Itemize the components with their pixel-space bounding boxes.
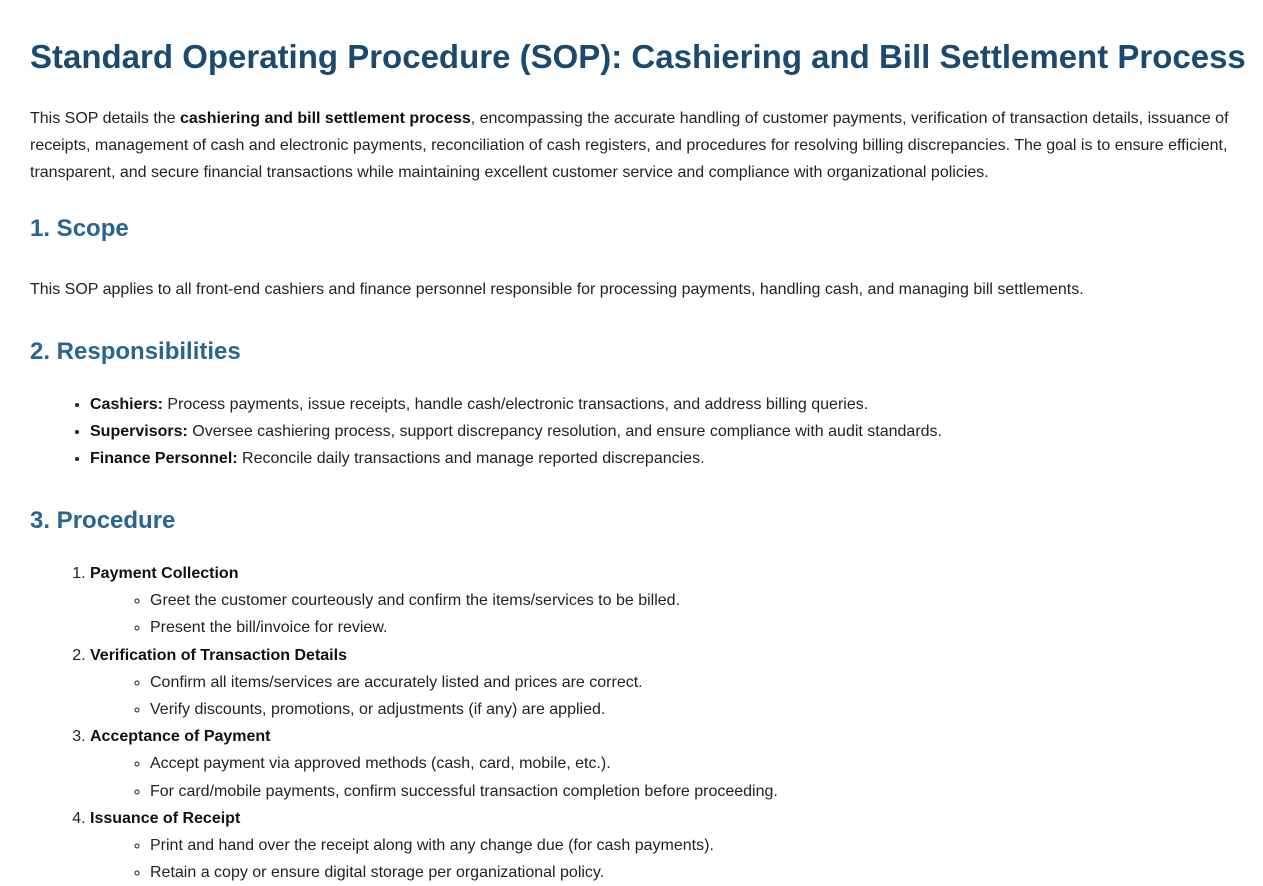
scope-heading: 1. Scope	[30, 215, 129, 242]
substep-item: ◦ Present the bill/invoice for review.	[150, 614, 1233, 641]
list-item	[90, 445, 1233, 472]
role-description: Oversee cashiering process, support discrepancy resolution, and ensure compliance with audit standards.	[187, 423, 942, 440]
substep-item: ◦ Greet the customer courteously and confirm the items/services to be billed.	[150, 587, 1233, 614]
step-title: Acceptance of Payment	[90, 728, 271, 746]
step-substeps	[90, 587, 1233, 641]
substep-item: ◦ For card/mobile payments, confirm successful transaction completion before proceeding.	[150, 778, 1233, 805]
role-description: Reconcile daily transactions and manage reported discrepancies.	[237, 450, 705, 467]
intro-text-start: This SOP details the	[30, 110, 180, 127]
procedure-step	[90, 642, 1233, 724]
substep-item: ◦ Verify discounts, promotions, or adjustments (if any) are applied.	[150, 696, 1233, 723]
step-title: Verification of Transaction Details	[90, 646, 347, 664]
responsibilities-heading: 2. Responsibilities	[30, 338, 241, 365]
substep-item: ◦ Print and hand over the receipt along with any change due (for cash payments).	[150, 832, 1233, 859]
intro-text-end: , encompassing the accurate handling of customer payments, verification of transaction details, issuance of receipts, management of cash and electronic payments, reconciliation of cash registers, and procedures for resolving billing discrepancies. The goal is to ensure efficient, transparent, and secure financial transactions while maintaining excellent customer service and compliance with organizational policies.	[30, 110, 1229, 181]
procedure-step	[90, 723, 1233, 805]
procedure-heading: 3. Procedure	[30, 507, 176, 534]
scope-paragraph: This SOP applies to all front-end cashiers and finance personnel responsible for processing payments, handling cash, and managing bill settlements.	[30, 281, 1084, 298]
role-label: Cashiers:	[90, 396, 163, 413]
procedure-steps	[30, 560, 1233, 886]
step-title: Issuance of Receipt	[90, 809, 241, 827]
step-substeps	[90, 750, 1233, 804]
intro-bold-phrase: cashiering and bill settlement process	[180, 110, 471, 127]
procedure-step	[90, 560, 1233, 642]
page-title: Standard Operating Procedure (SOP): Cashiering and Bill Settlement Process	[30, 38, 1246, 75]
role-label: Finance Personnel:	[90, 450, 238, 467]
step-substeps	[90, 669, 1233, 723]
step-substeps	[90, 832, 1233, 886]
list-item	[90, 391, 1233, 418]
substep-item: ◦ Confirm all items/services are accurately listed and prices are correct.	[150, 669, 1233, 696]
role-label: Supervisors:	[90, 423, 188, 440]
role-description: Process payments, issue receipts, handle cash/electronic transactions, and address billing queries.	[162, 396, 869, 413]
intro-paragraph	[30, 105, 1233, 186]
step-title: Payment Collection	[90, 565, 239, 582]
substep-item: ◦ Accept payment via approved methods (cash, card, mobile, etc.).	[150, 750, 1233, 777]
list-item	[90, 418, 1233, 445]
procedure-step	[90, 805, 1233, 886]
responsibilities-list	[30, 391, 1233, 472]
substep-item: ◦ Retain a copy or ensure digital storage per organizational policy.	[150, 859, 1233, 886]
